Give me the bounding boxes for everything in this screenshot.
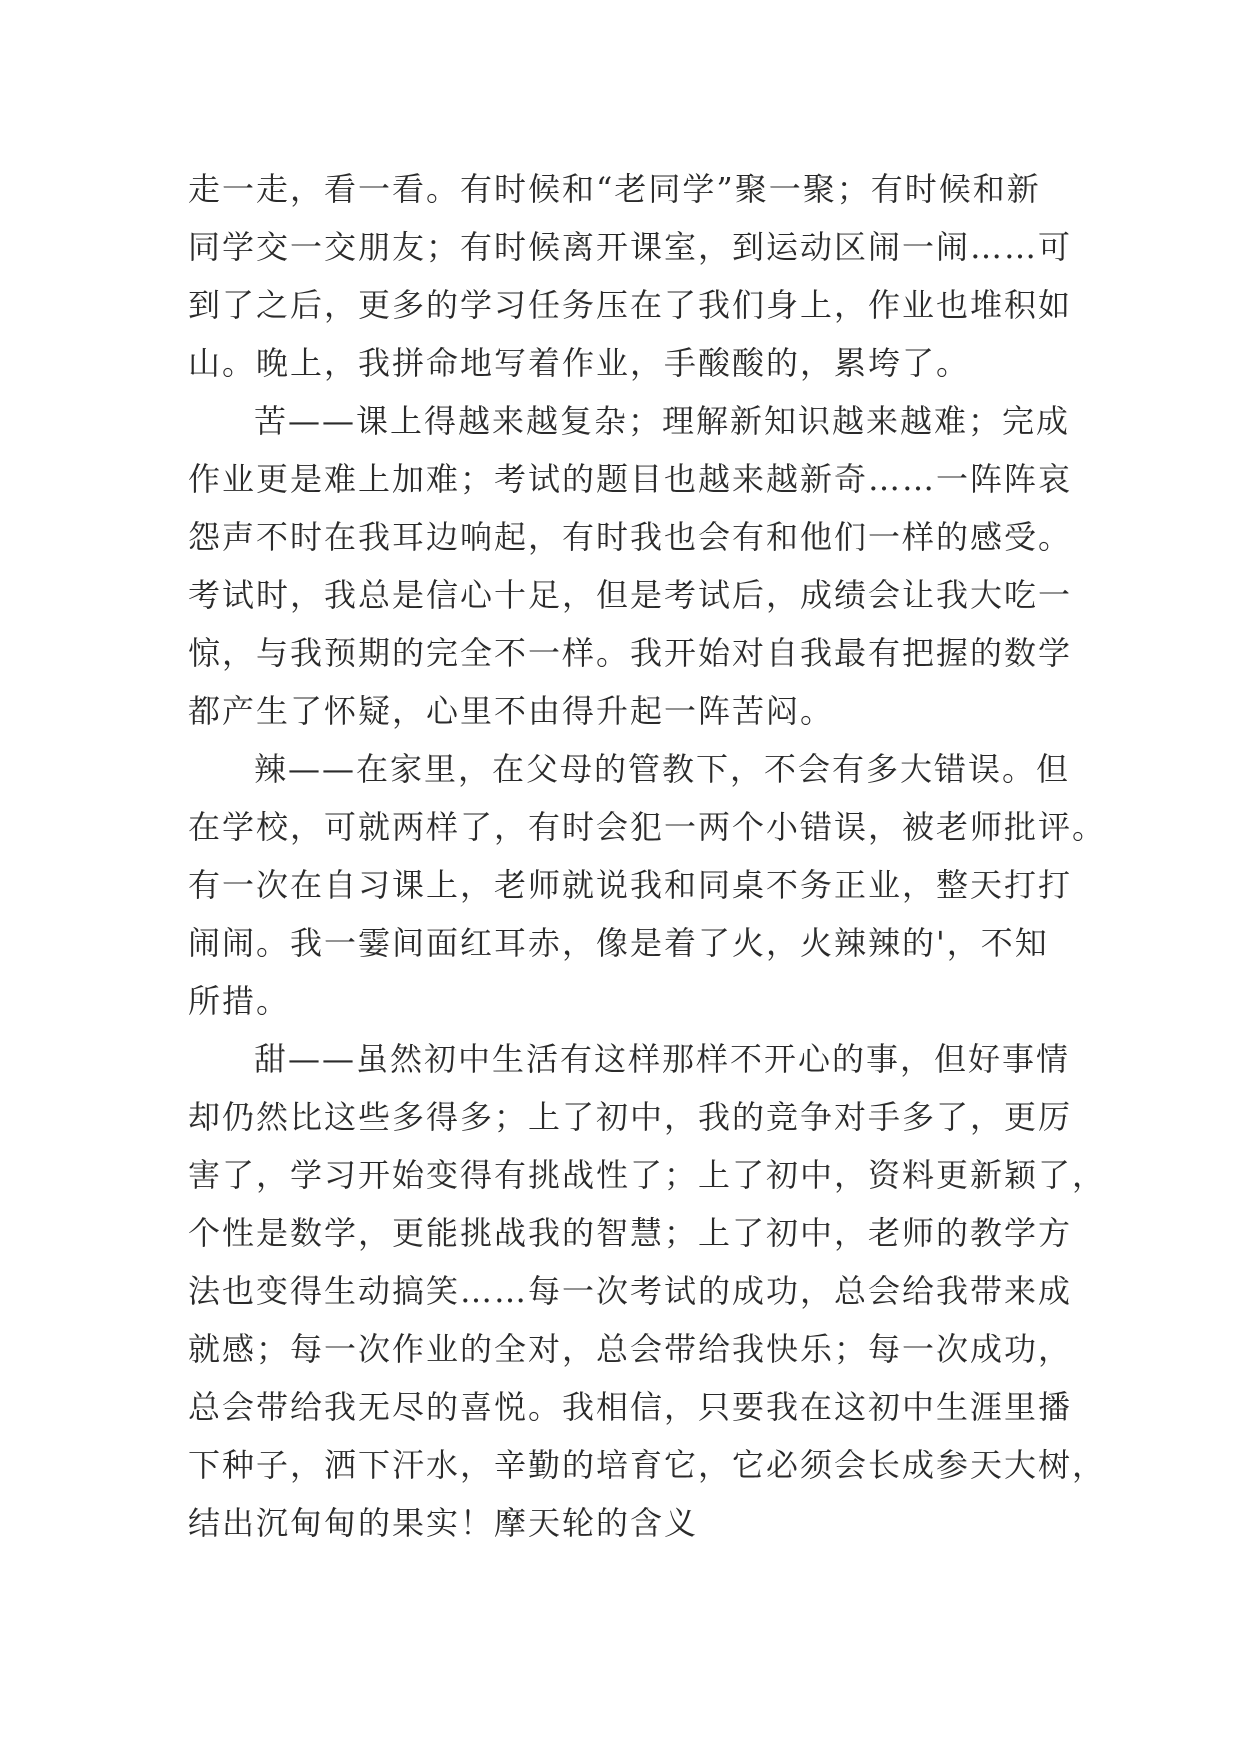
text-line: 就感；每一次作业的全对，总会带给我快乐；每一次成功， <box>188 1330 1073 1368</box>
paragraph-start-line: 甜——虽然初中生活有这样那样不开心的事，但好事情 <box>254 1040 1071 1078</box>
text-line: 闹闹。我一霎间面红耳赤，像是着了火，火辣辣的'，不知 <box>188 924 1049 962</box>
text-line: 害了，学习开始变得有挑战性了；上了初中，资料更新颖了， <box>188 1156 1107 1194</box>
text-line: 山。晚上，我拼命地写着作业，手酸酸的，累垮了。 <box>188 344 971 382</box>
text-line: 总会带给我无尽的喜悦。我相信，只要我在这初中生涯里播 <box>188 1388 1073 1426</box>
body-text <box>188 160 1107 1552</box>
text-line: 考试时，我总是信心十足，但是考试后，成绩会让我大吃一 <box>188 576 1073 614</box>
text-line: 走一走，看一看。有时候和“老同学”聚一聚；有时候和新 <box>188 170 1041 208</box>
text-line: 到了之后，更多的学习任务压在了我们身上，作业也堆积如 <box>188 286 1073 324</box>
text-line: 下种子，洒下汗水，辛勤的培育它，它必须会长成参天大树， <box>188 1446 1107 1484</box>
text-line: 在学校，可就两样了，有时会犯一两个小错误，被老师批评。 <box>188 808 1107 846</box>
text-line: 惊，与我预期的完全不一样。我开始对自我最有把握的数学 <box>188 634 1073 672</box>
text-line: 同学交一交朋友；有时候离开课室，到运动区闹一闹……可 <box>188 228 1073 266</box>
text-line: 所措。 <box>188 982 291 1020</box>
text-line: 都产生了怀疑，心里不由得升起一阵苦闷。 <box>188 692 835 730</box>
paragraph-start-line: 辣——在家里，在父母的管教下，不会有多大错误。但 <box>254 750 1071 788</box>
text-line: 怨声不时在我耳边响起，有时我也会有和他们一样的感受。 <box>188 518 1073 556</box>
text-line: 有一次在自习课上，老师就说我和同桌不务正业，整天打打 <box>188 866 1073 904</box>
paragraph-start-line: 苦——课上得越来越复杂；理解新知识越来越难；完成 <box>254 402 1071 440</box>
text-line: 作业更是难上加难；考试的题目也越来越新奇……一阵阵哀 <box>188 460 1073 498</box>
text-line: 个性是数学，更能挑战我的智慧；上了初中，老师的教学方 <box>188 1214 1073 1252</box>
text-line: 却仍然比这些多得多；上了初中，我的竞争对手多了，更厉 <box>188 1098 1073 1136</box>
text-line: 法也变得生动搞笑……每一次考试的成功，总会给我带来成 <box>188 1272 1073 1310</box>
text-line: 结出沉甸甸的果实！摩天轮的含义 <box>188 1504 699 1542</box>
